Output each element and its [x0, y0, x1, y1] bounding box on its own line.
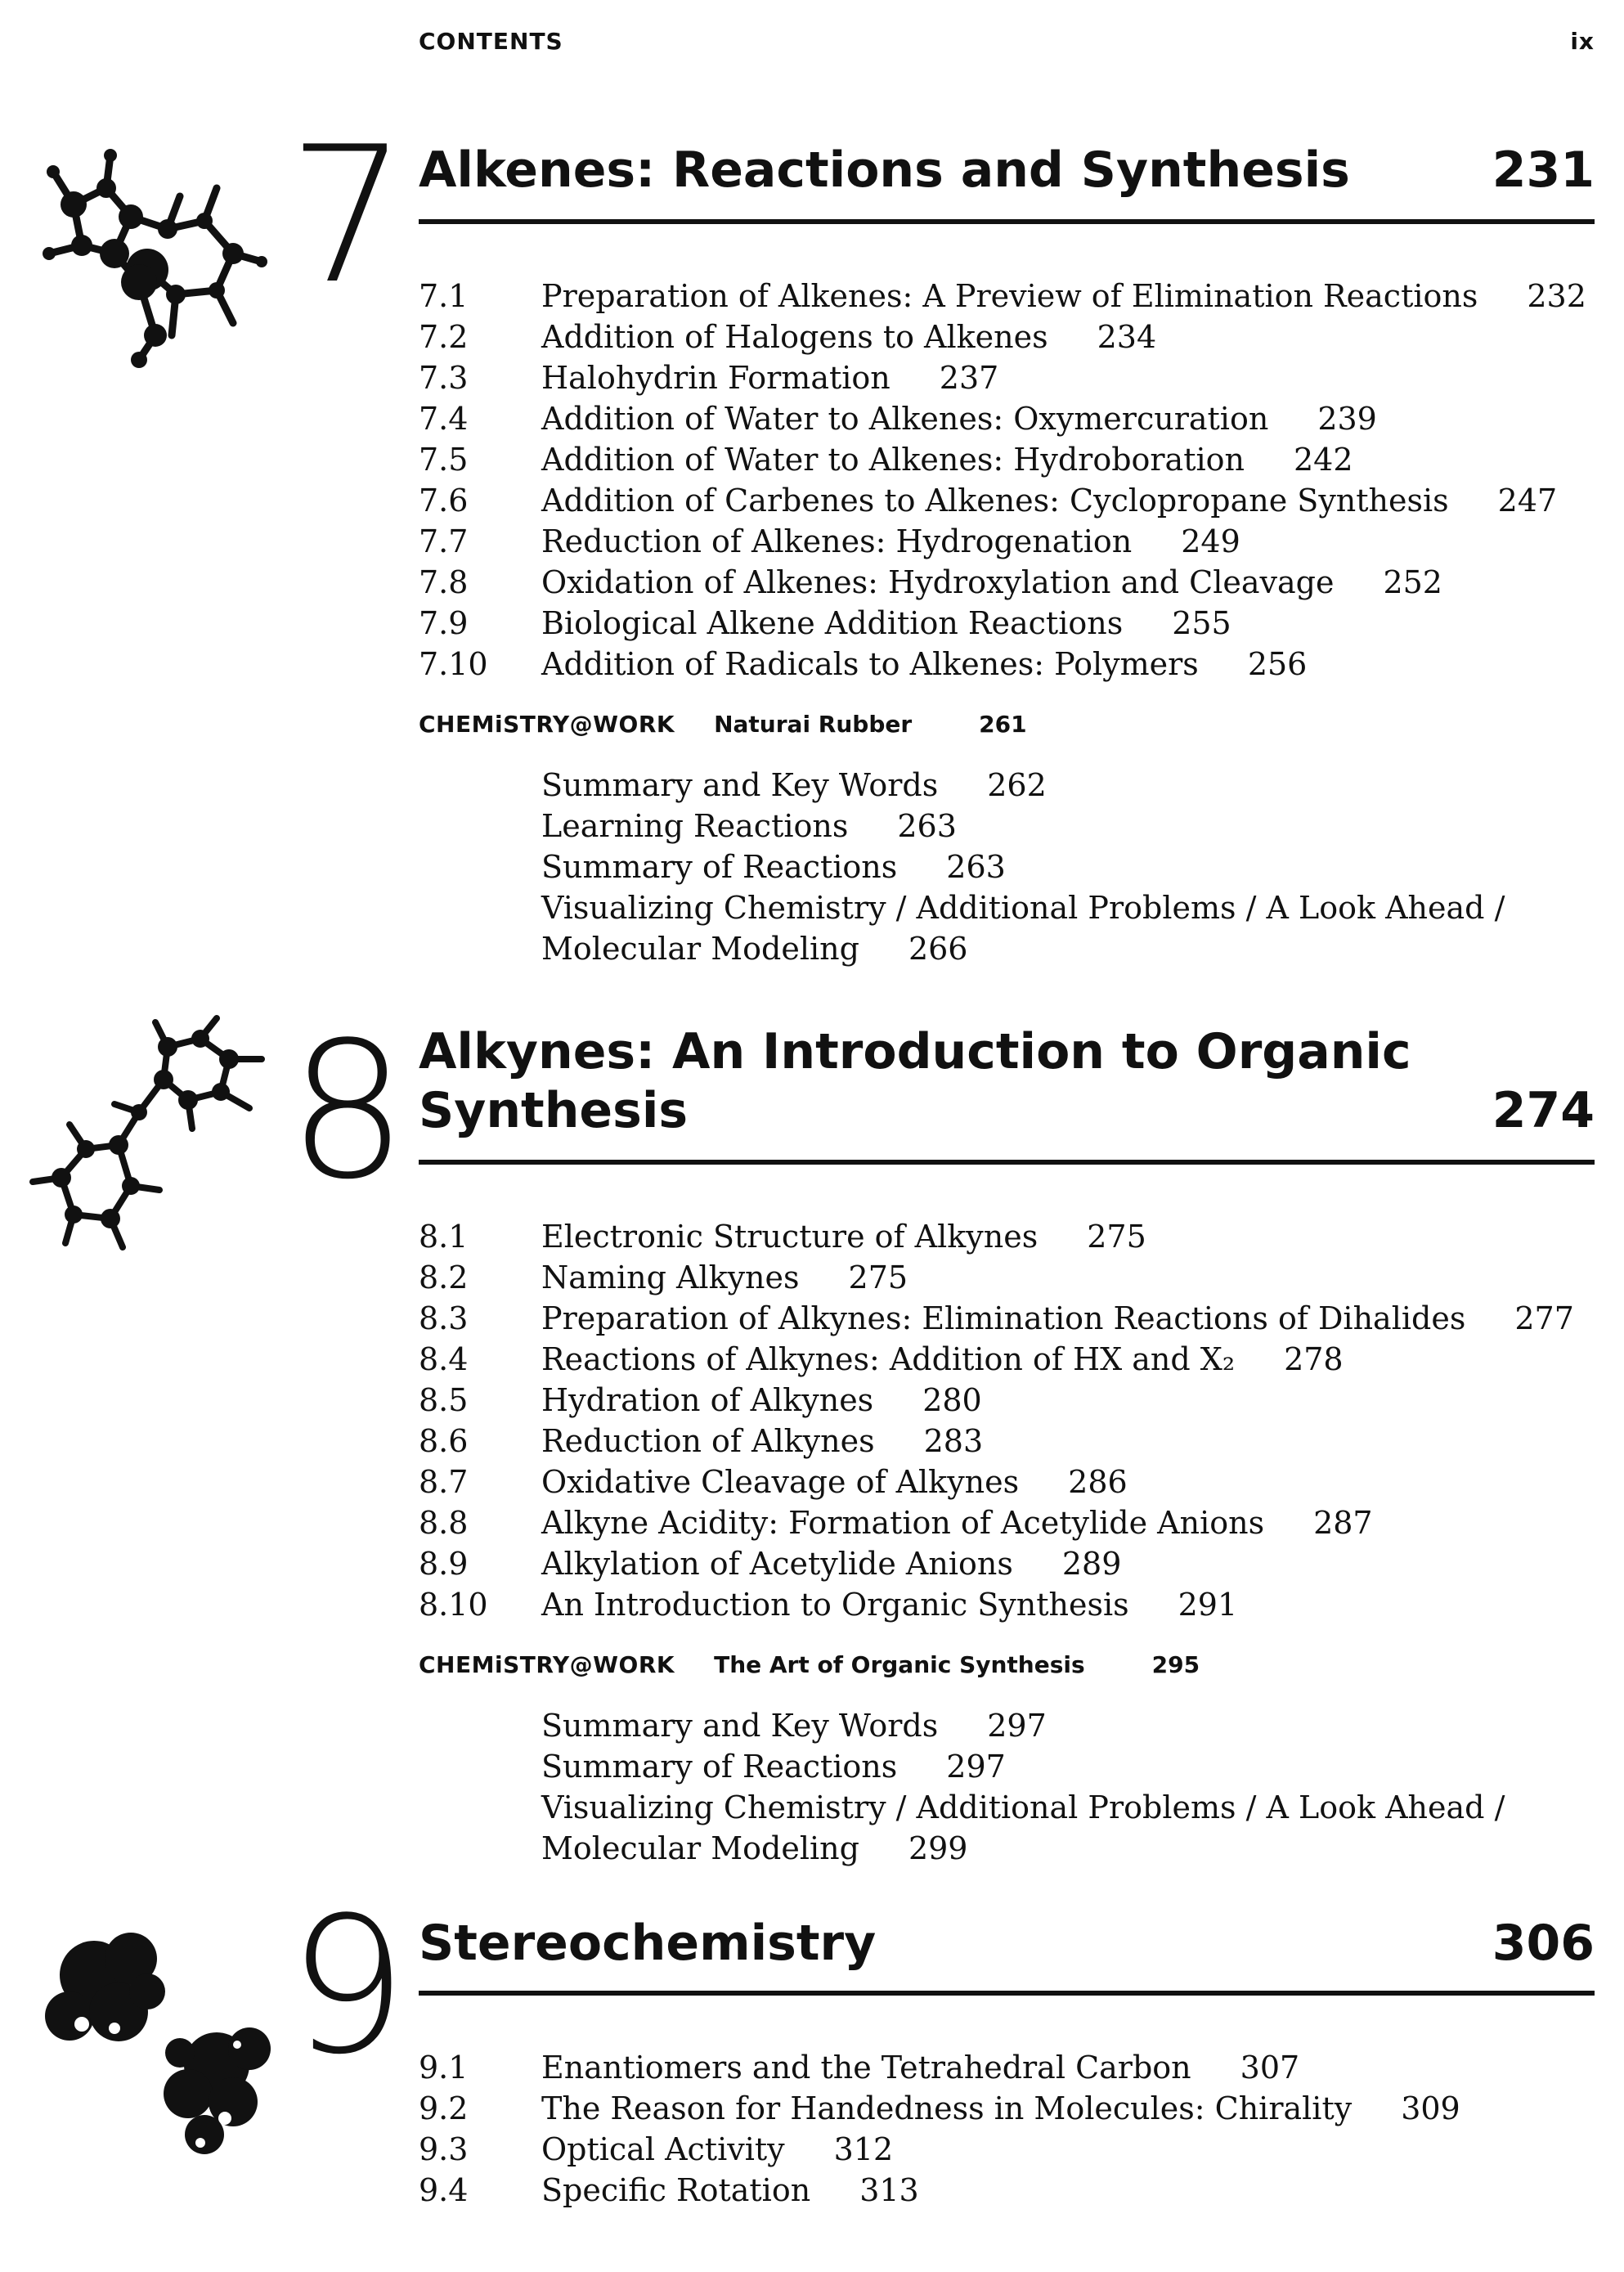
- section-number: 7.5: [419, 442, 469, 478]
- chapter-number: 7: [288, 107, 403, 326]
- section-title: Addition of Water to Alkenes: Hydroboration: [541, 442, 1245, 478]
- section-number: 8.9: [419, 1546, 469, 1582]
- section-entry[interactable]: [419, 521, 1595, 562]
- section-entry[interactable]: [419, 480, 1595, 521]
- molecule-illustration-icon: [33, 1914, 286, 2159]
- chapter-title: [419, 141, 1350, 200]
- section-entry[interactable]: [419, 357, 1595, 398]
- section-page: 287: [1313, 1505, 1373, 1541]
- section-page: 242: [1294, 442, 1353, 478]
- section-title: Enantiomers and the Tetrahedral Carbon: [541, 2050, 1191, 2086]
- section-entry[interactable]: [419, 317, 1595, 357]
- chapter-number: 9: [288, 1878, 403, 2096]
- chemistry-at-work-page: 261: [979, 711, 1027, 738]
- section-title: The Reason for Handedness in Molecules: Chirality: [541, 2090, 1353, 2126]
- extra-title: Visualizing Chemistry / Additional Problems / A Look Ahead /: [541, 890, 1505, 926]
- section-page: 234: [1097, 319, 1157, 355]
- section-number: 8.4: [419, 1341, 469, 1377]
- section-number: 8.10: [419, 1587, 488, 1623]
- chapter-rule: [419, 1160, 1595, 1165]
- section-title: Oxidative Cleavage of Alkynes: [541, 1464, 1020, 1500]
- section-list: [419, 2047, 1595, 2211]
- section-page: 291: [1178, 1587, 1238, 1623]
- section-number: 9.1: [419, 2050, 469, 2086]
- section-number: 7.2: [419, 319, 469, 355]
- section-number: 7.6: [419, 483, 469, 519]
- chapter-rule: [419, 1991, 1595, 1996]
- section-number: 7.8: [419, 564, 469, 600]
- section-entry[interactable]: [419, 2047, 1595, 2088]
- section-entry[interactable]: [419, 1216, 1595, 1257]
- section-page: 275: [1087, 1219, 1146, 1255]
- extra-entry[interactable]: [541, 1705, 1554, 1746]
- extra-title: Summary and Key Words: [541, 767, 939, 803]
- section-entry[interactable]: [419, 1502, 1595, 1543]
- extra-title: Visualizing Chemistry / Additional Problems / A Look Ahead /: [541, 1789, 1505, 1825]
- section-list: [419, 276, 1595, 685]
- section-entry[interactable]: [419, 1380, 1595, 1421]
- section-page: 247: [1497, 483, 1558, 519]
- chemistry-at-work-page: 295: [1151, 1651, 1200, 1678]
- section-number: 9.3: [419, 2131, 469, 2167]
- section-number: 8.5: [419, 1382, 469, 1418]
- extra-title: Molecular Modeling: [541, 931, 859, 967]
- section-number: 8.6: [419, 1423, 469, 1459]
- section-entry[interactable]: [419, 644, 1595, 685]
- chemistry-at-work[interactable]: [419, 708, 1027, 741]
- section-entry[interactable]: [419, 1339, 1595, 1380]
- molecule-illustration-icon: [16, 139, 278, 384]
- extra-entry[interactable]: [541, 887, 1554, 928]
- section-number: 7.3: [419, 360, 469, 396]
- section-entry[interactable]: [419, 276, 1595, 317]
- chemistry-at-work-label: CHEMiSTRY@WORK: [419, 711, 675, 738]
- section-page: 239: [1317, 401, 1377, 437]
- chapter-title: [419, 1022, 1411, 1140]
- section-list: [419, 1216, 1595, 1625]
- section-entry[interactable]: [419, 1584, 1595, 1625]
- section-title: Addition of Water to Alkenes: Oxymercuration: [541, 401, 1269, 437]
- chapter-page: 231: [1492, 141, 1595, 199]
- extra-page: 263: [946, 849, 1006, 885]
- section-title: Alkylation of Acetylide Anions: [541, 1546, 1013, 1582]
- chemistry-at-work[interactable]: [419, 1649, 1200, 1682]
- section-page: 255: [1172, 605, 1231, 641]
- section-number: 8.1: [419, 1219, 469, 1255]
- extra-entry[interactable]: [541, 765, 1554, 806]
- section-page: 278: [1284, 1341, 1344, 1377]
- section-title: Alkyne Acidity: Formation of Acetylide Anions: [541, 1505, 1265, 1541]
- section-title: Addition of Halogens to Alkenes: [541, 319, 1048, 355]
- section-title: Naming Alkynes: [541, 1259, 800, 1295]
- section-page: 277: [1514, 1300, 1574, 1336]
- running-head-contents: CONTENTS: [419, 28, 563, 55]
- section-title: Oxidation of Alkenes: Hydroxylation and Cleavage: [541, 564, 1335, 600]
- chemistry-at-work-title: Naturai Rubber: [714, 711, 913, 738]
- section-entry[interactable]: [419, 603, 1595, 644]
- chemistry-at-work-label: CHEMiSTRY@WORK: [419, 1651, 675, 1678]
- section-entry[interactable]: [419, 562, 1595, 603]
- extra-title: Molecular Modeling: [541, 1830, 859, 1866]
- section-entry[interactable]: [419, 1421, 1595, 1462]
- section-title: Addition of Carbenes to Alkenes: Cyclopropane Synthesis: [541, 483, 1449, 519]
- chapter-title-line: Alkenes: Reactions and Synthesis: [419, 141, 1350, 199]
- extra-title: Summary and Key Words: [541, 1708, 939, 1744]
- chapter-extras-list: [541, 1705, 1554, 1869]
- section-number: 7.10: [419, 646, 488, 682]
- extra-entry[interactable]: [541, 1828, 1554, 1869]
- chapter-page: 274: [1492, 1082, 1595, 1139]
- chapter-title-line: Synthesis: [419, 1082, 689, 1139]
- section-title: Specific Rotation: [541, 2172, 811, 2208]
- section-page: 307: [1240, 2050, 1300, 2086]
- section-title: Reduction of Alkenes: Hydrogenation: [541, 523, 1133, 559]
- section-number: 7.1: [419, 278, 469, 314]
- section-page: 275: [848, 1259, 908, 1295]
- section-entry[interactable]: [419, 2129, 1595, 2170]
- extra-page: 297: [946, 1749, 1006, 1785]
- chapter-rule: [419, 219, 1595, 224]
- section-title: Reactions of Alkynes: Addition of HX and X₂: [541, 1341, 1236, 1377]
- section-entry[interactable]: [419, 439, 1595, 480]
- section-title: Reduction of Alkynes: [541, 1423, 875, 1459]
- extra-page: 263: [897, 808, 957, 844]
- extra-page: 266: [908, 931, 968, 967]
- section-entry[interactable]: [419, 1543, 1595, 1584]
- section-number: 9.4: [419, 2172, 469, 2208]
- extra-page: 262: [987, 767, 1047, 803]
- section-entry[interactable]: [419, 1462, 1595, 1502]
- page-number: ix: [1570, 28, 1595, 55]
- extra-entry[interactable]: [541, 806, 1554, 846]
- chapter-title-line: Stereochemistry: [419, 1915, 877, 1972]
- extra-title: Summary of Reactions: [541, 1749, 898, 1785]
- chapter-title: [419, 1914, 876, 1973]
- chapter-number: 8: [288, 1003, 403, 1221]
- extra-title: Learning Reactions: [541, 808, 849, 844]
- section-title: Hydration of Alkynes: [541, 1382, 874, 1418]
- section-title: Preparation of Alkenes: A Preview of Elimination Reactions: [541, 278, 1478, 314]
- section-number: 8.3: [419, 1300, 469, 1336]
- section-number: 7.7: [419, 523, 469, 559]
- section-page: 252: [1383, 564, 1442, 600]
- section-title: Electronic Structure of Alkynes: [541, 1219, 1039, 1255]
- extra-entry[interactable]: [541, 928, 1554, 969]
- section-page: 249: [1181, 523, 1240, 559]
- section-entry[interactable]: [419, 1298, 1595, 1339]
- section-page: 309: [1401, 2090, 1460, 2126]
- extra-entry[interactable]: [541, 846, 1554, 887]
- extra-entry[interactable]: [541, 1787, 1554, 1828]
- section-title: Addition of Radicals to Alkenes: Polymers: [541, 646, 1199, 682]
- extra-title: Summary of Reactions: [541, 849, 898, 885]
- section-number: 8.7: [419, 1464, 469, 1500]
- section-number: 8.8: [419, 1505, 469, 1541]
- section-number: 8.2: [419, 1259, 469, 1295]
- section-number: 7.4: [419, 401, 469, 437]
- section-page: 232: [1527, 278, 1586, 314]
- chapter-extras-list: [541, 765, 1554, 969]
- section-page: 289: [1061, 1546, 1122, 1582]
- section-page: 313: [859, 2172, 919, 2208]
- chemistry-at-work-title: The Art of Organic Synthesis: [714, 1651, 1085, 1678]
- section-entry[interactable]: [419, 1257, 1595, 1298]
- section-title: An Introduction to Organic Synthesis: [541, 1587, 1129, 1623]
- section-page: 256: [1247, 646, 1308, 682]
- extra-entry[interactable]: [541, 1746, 1554, 1787]
- section-page: 283: [923, 1423, 984, 1459]
- section-entry[interactable]: [419, 2170, 1595, 2211]
- section-title: Preparation of Alkynes: Elimination Reactions of Dihalides: [541, 1300, 1466, 1336]
- section-entry[interactable]: [419, 2088, 1595, 2129]
- molecule-illustration-icon: [25, 1014, 286, 1251]
- section-number: 9.2: [419, 2090, 469, 2126]
- extra-page: 299: [908, 1830, 968, 1866]
- section-page: 312: [833, 2131, 894, 2167]
- section-page: 237: [939, 360, 999, 396]
- chapter-page: 306: [1492, 1915, 1595, 1972]
- section-page: 286: [1068, 1464, 1128, 1500]
- section-title: Halohydrin Formation: [541, 360, 891, 396]
- extra-page: 297: [987, 1708, 1047, 1744]
- section-page: 280: [922, 1382, 982, 1418]
- section-title: Optical Activity: [541, 2131, 785, 2167]
- section-number: 7.9: [419, 605, 469, 641]
- section-entry[interactable]: [419, 398, 1595, 439]
- section-title: Biological Alkene Addition Reactions: [541, 605, 1124, 641]
- chapter-title-line: Alkynes: An Introduction to Organic: [419, 1023, 1411, 1080]
